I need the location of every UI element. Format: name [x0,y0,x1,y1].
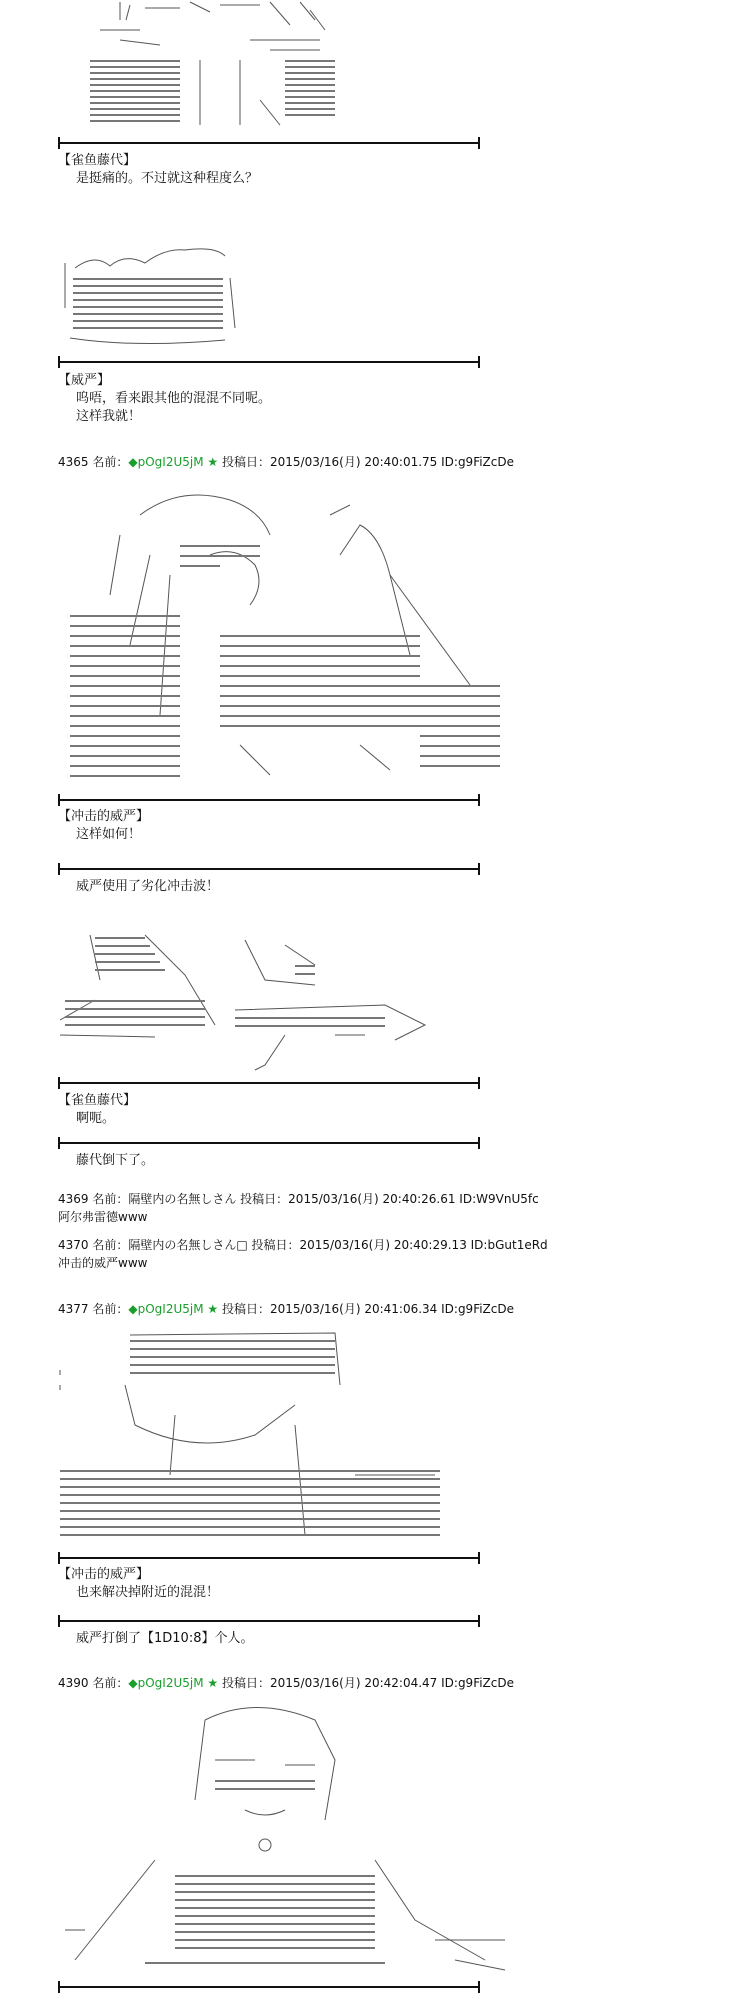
ascii-art-character-small [55,238,255,353]
divider [58,868,480,870]
post-date: 投稿日：2015/03/16(月) 20:41:06.34 ID:g9FiZcDe [221,1302,514,1316]
ascii-art-character-bust [55,1325,455,1555]
post-message: 阿尔弗雷德www [58,1210,148,1224]
tripcode[interactable]: ◆pOgI2U5jM ★ [128,1302,219,1316]
divider [58,1082,480,1084]
narration-line: 藤代倒下了。 [76,1153,155,1168]
name-label: 名前： [92,455,129,469]
divider [58,1557,480,1559]
speaker-label: 【冲击的威严】 [58,809,150,824]
divider [58,799,480,801]
name-label: 名前： [92,1302,129,1316]
divider [58,142,480,144]
post-date: 投稿日：2015/03/16(月) 20:40:01.75 ID:g9FiZcDe [221,455,514,469]
post-number: 4377 [58,1302,89,1316]
divider [58,1986,480,1988]
post-header [58,1302,514,1317]
dialog-line: 这样我就！ [76,409,142,424]
post-number: 4365 [58,455,89,469]
speaker-label: 【雀鱼藤代】 [58,153,137,168]
ascii-art-character-closeup [55,1700,515,1980]
post-message: 冲击的威严www [58,1256,148,1270]
post-date: 投稿日：2015/03/16(月) 20:42:04.47 ID:g9FiZcDe [221,1676,514,1690]
post-header [58,1676,514,1691]
narration-line: 威严使用了劣化冲击波！ [76,879,220,894]
speaker-label: 【威严】 [58,373,111,388]
divider [58,361,480,363]
divider [58,1142,480,1144]
ascii-art-character-top [60,0,380,135]
divider [58,1620,480,1622]
tripcode[interactable]: ◆pOgI2U5jM ★ [128,455,219,469]
post-header: 4369 名前：隔壁内の名無しさん 投稿日：2015/03/16(月) 20:40:26.61 ID:W9VnU5fc [58,1192,539,1206]
dialog-line: 也来解决掉附近的混混！ [76,1585,220,1600]
post-header [58,455,514,470]
tripcode[interactable]: ◆pOgI2U5jM ★ [128,1676,219,1690]
post-header: 4370 名前：隔壁内の名無しさん□ 投稿日：2015/03/16(月) 20:40:29.13 ID:bGut1eRd [58,1238,548,1252]
ascii-art-character-scene [60,475,560,790]
name-label: 名前： [92,1676,129,1690]
ascii-art-airplanes [55,925,455,1075]
post-number: 4390 [58,1676,89,1690]
dialog-line: 是挺痛的。不过就这种程度么？ [76,171,259,186]
dialog-line: 呜唔，看来跟其他的混混不同呢。 [76,391,272,406]
dialog-line: 啊呃。 [76,1111,116,1126]
speaker-label: 【冲击的威严】 [58,1567,150,1582]
speaker-label: 【雀鱼藤代】 [58,1093,137,1108]
dialog-line: 这样如何！ [76,827,142,842]
narration-line: 威严打倒了【1D10:8】个人。 [76,1631,254,1646]
